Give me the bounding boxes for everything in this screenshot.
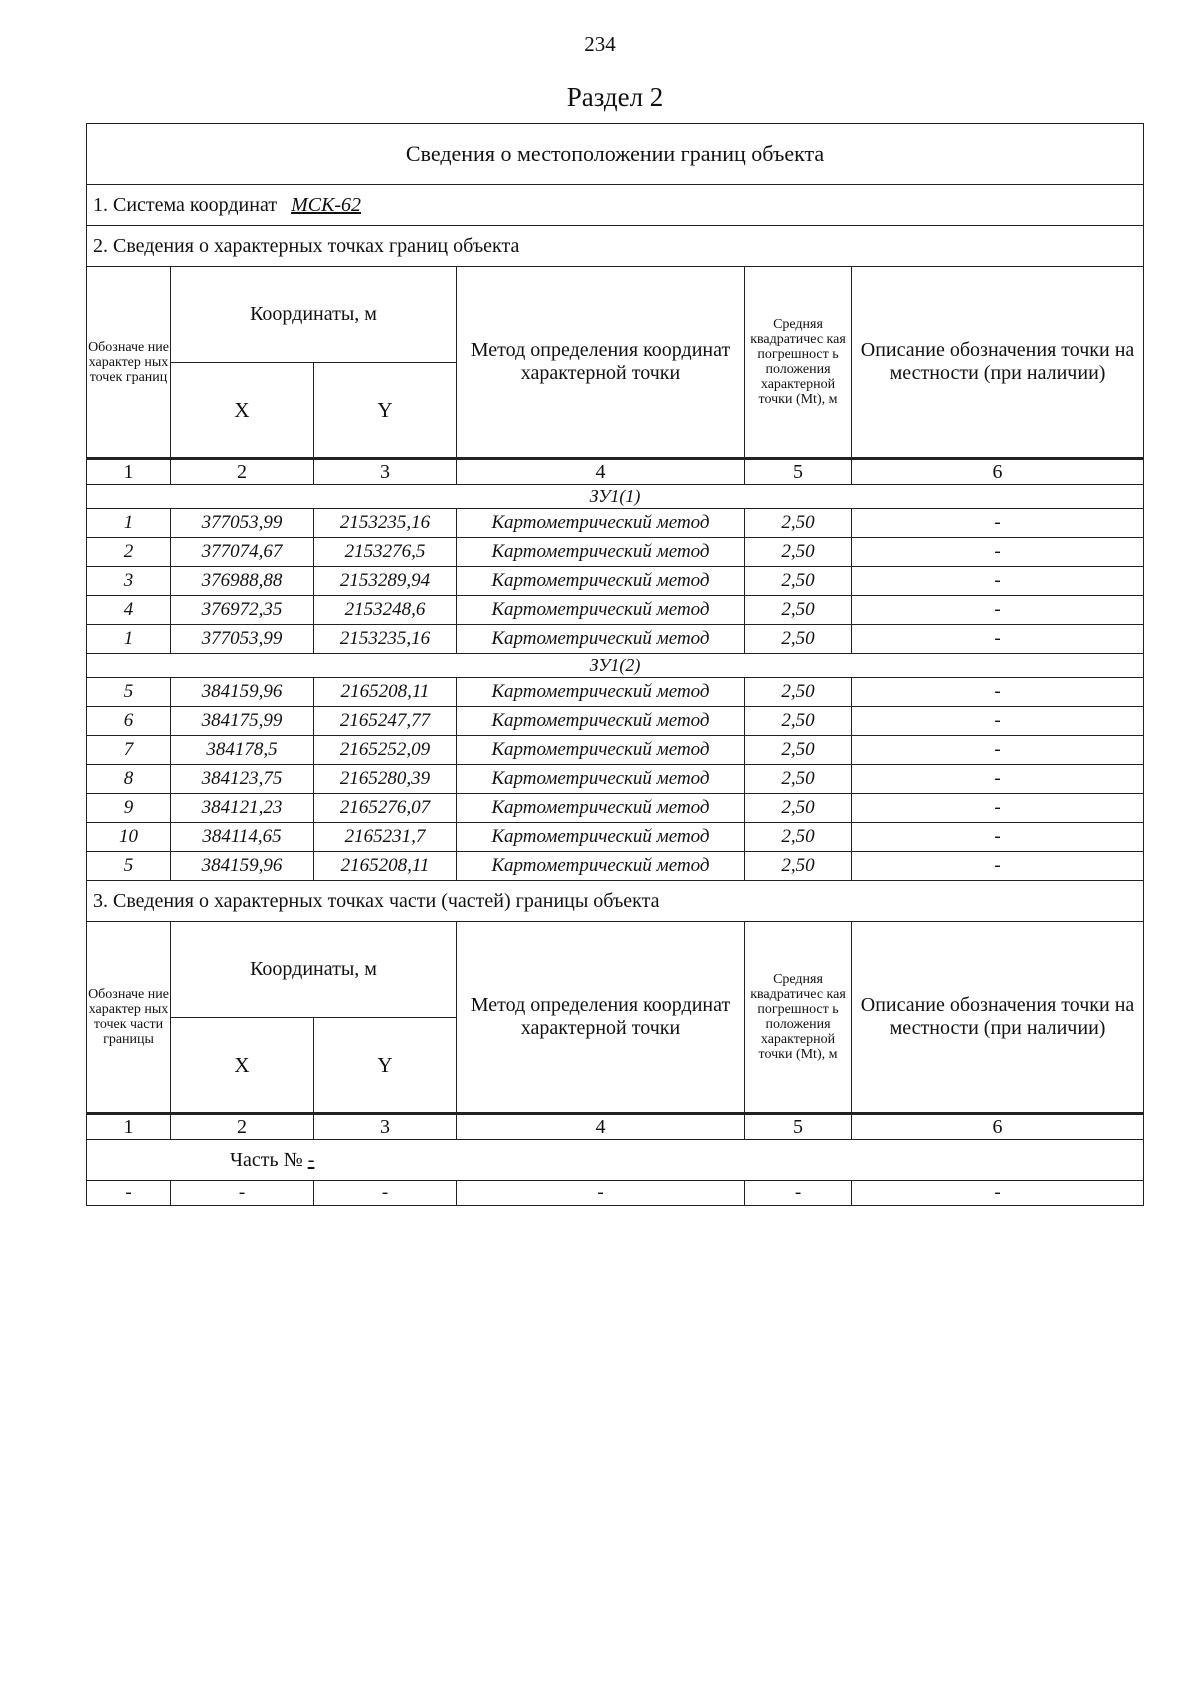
column-number: 2 xyxy=(171,459,314,485)
y-cell: 2153276,5 xyxy=(314,538,457,567)
table-row xyxy=(87,823,1144,852)
point-number-cell: 1 xyxy=(87,625,171,654)
empty-cell: - xyxy=(314,1181,457,1206)
error-cell: 2,50 xyxy=(745,538,852,567)
x-cell: 376972,35 xyxy=(171,596,314,625)
column-number-row xyxy=(87,459,1144,485)
table-row xyxy=(87,678,1144,707)
table-row xyxy=(87,509,1144,538)
x-cell: 384159,96 xyxy=(171,678,314,707)
method-cell: Картометрический метод xyxy=(457,707,745,736)
table-row xyxy=(87,765,1144,794)
method-cell: Картометрический метод xyxy=(457,596,745,625)
header-description: Описание обозначения точки на местности (при наличии) xyxy=(852,267,1144,459)
column-number: 6 xyxy=(852,1114,1144,1140)
y-cell: 2153235,16 xyxy=(314,625,457,654)
header-error-part: Средняя квадратичес кая погрешност ь положения характерной точки (Mt), м xyxy=(745,922,852,1114)
column-number: 1 xyxy=(87,1114,171,1140)
table-title: Сведения о местоположении границ объекта xyxy=(87,124,1144,185)
x-cell: 384175,99 xyxy=(171,707,314,736)
header-x-part: X xyxy=(171,1018,314,1114)
part-label: Часть № xyxy=(230,1148,303,1171)
table-row xyxy=(87,538,1144,567)
column-number: 3 xyxy=(314,459,457,485)
empty-cell: - xyxy=(745,1181,852,1206)
error-cell: 2,50 xyxy=(745,596,852,625)
header-part-point-designation: Обозначе ние характер ных точек части границы xyxy=(87,922,171,1114)
empty-part-row xyxy=(87,1181,1144,1206)
page-number: 234 xyxy=(584,32,616,56)
error-cell: 2,50 xyxy=(745,567,852,596)
y-cell: 2165252,09 xyxy=(314,736,457,765)
error-cell: 2,50 xyxy=(745,707,852,736)
header-error: Средняя квадратичес кая погрешност ь положения характерной точки (Mt), м xyxy=(745,267,852,459)
y-cell: 2165276,07 xyxy=(314,794,457,823)
method-cell: Картометрический метод xyxy=(457,538,745,567)
empty-cell: - xyxy=(852,1181,1144,1206)
point-number-cell: 5 xyxy=(87,678,171,707)
header-point-designation: Обозначе ние характер ных точек границ xyxy=(87,267,171,459)
y-cell: 2165208,11 xyxy=(314,852,457,881)
table-row xyxy=(87,625,1144,654)
header-method: Метод определения координат характерной точки xyxy=(457,267,745,459)
header-description-part: Описание обозначения точки на местности (при наличии) xyxy=(852,922,1144,1114)
coord-system-row xyxy=(87,185,1144,226)
section-title: Раздел 2 xyxy=(566,82,664,112)
error-cell: 2,50 xyxy=(745,509,852,538)
section-2-title: 2. Сведения о характерных точках границ объекта xyxy=(87,226,1144,267)
y-cell: 2153289,94 xyxy=(314,567,457,596)
description-cell: - xyxy=(852,596,1144,625)
description-cell: - xyxy=(852,567,1144,596)
column-number: 6 xyxy=(852,459,1144,485)
error-cell: 2,50 xyxy=(745,823,852,852)
x-cell: 384121,23 xyxy=(171,794,314,823)
error-cell: 2,50 xyxy=(745,736,852,765)
table-row xyxy=(87,794,1144,823)
method-cell: Картометрический метод xyxy=(457,736,745,765)
column-number: 2 xyxy=(171,1114,314,1140)
part-value: - xyxy=(307,1148,315,1171)
x-cell: 384123,75 xyxy=(171,765,314,794)
table-row xyxy=(87,707,1144,736)
description-cell: - xyxy=(852,794,1144,823)
column-number: 3 xyxy=(314,1114,457,1140)
boundary-table xyxy=(86,123,1144,1206)
x-cell: 377053,99 xyxy=(171,509,314,538)
column-number: 4 xyxy=(457,459,745,485)
table-row xyxy=(87,736,1144,765)
header-x: X xyxy=(171,363,314,459)
column-number-row xyxy=(87,1114,1144,1140)
header-method-part: Метод определения координат характерной точки xyxy=(457,922,745,1114)
group-title: ЗУ1(1) xyxy=(87,485,1144,509)
error-cell: 2,50 xyxy=(745,625,852,654)
x-cell: 384114,65 xyxy=(171,823,314,852)
y-cell: 2153248,6 xyxy=(314,596,457,625)
description-cell: - xyxy=(852,736,1144,765)
y-cell: 2165208,11 xyxy=(314,678,457,707)
method-cell: Картометрический метод xyxy=(457,509,745,538)
description-cell: - xyxy=(852,765,1144,794)
table-row xyxy=(87,567,1144,596)
point-number-cell: 4 xyxy=(87,596,171,625)
method-cell: Картометрический метод xyxy=(457,678,745,707)
point-number-cell: 5 xyxy=(87,852,171,881)
method-cell: Картометрический метод xyxy=(457,765,745,794)
part-row xyxy=(87,1140,1144,1181)
method-cell: Картометрический метод xyxy=(457,567,745,596)
point-number-cell: 7 xyxy=(87,736,171,765)
x-cell: 376988,88 xyxy=(171,567,314,596)
error-cell: 2,50 xyxy=(745,765,852,794)
y-cell: 2153235,16 xyxy=(314,509,457,538)
method-cell: Картометрический метод xyxy=(457,823,745,852)
error-cell: 2,50 xyxy=(745,852,852,881)
description-cell: - xyxy=(852,823,1144,852)
point-number-cell: 8 xyxy=(87,765,171,794)
header-coordinates-part: Координаты, м xyxy=(171,922,457,1018)
x-cell: 377053,99 xyxy=(171,625,314,654)
column-number: 1 xyxy=(87,459,171,485)
description-cell: - xyxy=(852,538,1144,567)
point-number-cell: 9 xyxy=(87,794,171,823)
x-cell: 384178,5 xyxy=(171,736,314,765)
x-cell: 377074,67 xyxy=(171,538,314,567)
error-cell: 2,50 xyxy=(745,794,852,823)
empty-cell: - xyxy=(457,1181,745,1206)
coord-system-label: 1. Система координат xyxy=(93,193,278,216)
point-number-cell: 10 xyxy=(87,823,171,852)
y-cell: 2165280,39 xyxy=(314,765,457,794)
method-cell: Картометрический метод xyxy=(457,625,745,654)
group-title: ЗУ1(2) xyxy=(87,654,1144,678)
description-cell: - xyxy=(852,509,1144,538)
description-cell: - xyxy=(852,707,1144,736)
method-cell: Картометрический метод xyxy=(457,794,745,823)
point-number-cell: 1 xyxy=(87,509,171,538)
header-y: Y xyxy=(314,363,457,459)
column-number: 5 xyxy=(745,1114,852,1140)
column-number: 5 xyxy=(745,459,852,485)
header-coordinates: Координаты, м xyxy=(171,267,457,363)
section-3-title: 3. Сведения о характерных точках части (частей) границы объекта xyxy=(87,881,1144,922)
y-cell: 2165231,7 xyxy=(314,823,457,852)
coord-system-value: МСК-62 xyxy=(291,193,362,216)
y-cell: 2165247,77 xyxy=(314,707,457,736)
point-number-cell: 6 xyxy=(87,707,171,736)
empty-cell: - xyxy=(87,1181,171,1206)
description-cell: - xyxy=(852,852,1144,881)
x-cell: 384159,96 xyxy=(171,852,314,881)
description-cell: - xyxy=(852,625,1144,654)
table-row xyxy=(87,852,1144,881)
header-y-part: Y xyxy=(314,1018,457,1114)
column-number: 4 xyxy=(457,1114,745,1140)
empty-cell: - xyxy=(171,1181,314,1206)
description-cell: - xyxy=(852,678,1144,707)
method-cell: Картометрический метод xyxy=(457,852,745,881)
error-cell: 2,50 xyxy=(745,678,852,707)
point-number-cell: 2 xyxy=(87,538,171,567)
point-number-cell: 3 xyxy=(87,567,171,596)
table-row xyxy=(87,596,1144,625)
